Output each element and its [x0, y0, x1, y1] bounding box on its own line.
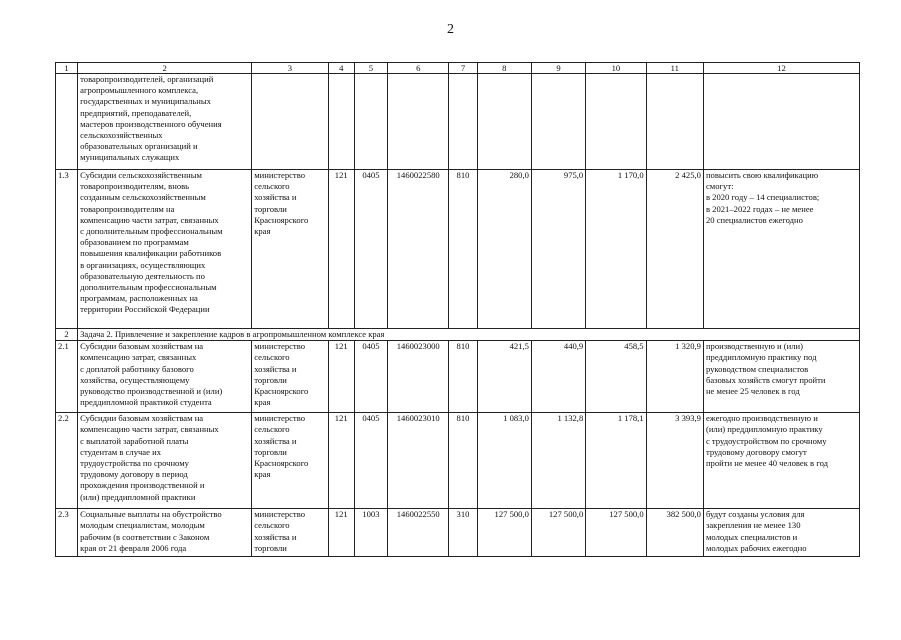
- cell-c10: 1 170,0: [586, 170, 646, 329]
- header-col-5: 5: [354, 63, 387, 74]
- cell-org: [252, 74, 328, 170]
- cell-result: повысить свою квалификацию смогут: в 2020 году – 14 специалистов; в 2021–2022 годах – не менее 20 специалистов ежегодно: [703, 170, 859, 329]
- cell-name: Социальные выплаты на обустройство молодым специалистам, молодым рабочим (в соответствии с Законом края от 21 февраля 2006 года: [78, 509, 252, 557]
- header-col-6: 6: [388, 63, 449, 74]
- cell-org: министерство сельского хозяйства и торговли Красноярского края: [252, 341, 328, 413]
- cell-c6: 1460022550: [388, 509, 449, 557]
- header-col-11: 11: [646, 63, 703, 74]
- cell-num: 2.2: [56, 413, 78, 509]
- cell-c11: 3 393,9: [646, 413, 703, 509]
- cell-c7: [449, 74, 477, 170]
- cell-c8: [477, 74, 531, 170]
- cell-c11: 1 320,9: [646, 341, 703, 413]
- cell-c4: [328, 74, 354, 170]
- cell-c7: 310: [449, 509, 477, 557]
- table-row-2-2: [56, 413, 860, 509]
- cell-c8: 280,0: [477, 170, 531, 329]
- cell-c5: 0405: [354, 170, 387, 329]
- cell-num: 1.3: [56, 170, 78, 329]
- cell-c9: 440,9: [531, 341, 585, 413]
- cell-name: Субсидии сельскохозяйственным товаропроизводителям, вновь созданным сельскохозяйственным товаропроизводителям на компенсацию части затрат, связанных с дополнительным профессиональным образованием по программам повышения квалификации работников в организациях, осуществляющих образовательную деятельность по дополнительным профессиональным программам, расположенных на территории Российской Федерации: [78, 170, 252, 329]
- cell-c4: 121: [328, 413, 354, 509]
- cell-c11: 2 425,0: [646, 170, 703, 329]
- cell-c10: [586, 74, 646, 170]
- header-col-8: 8: [477, 63, 531, 74]
- cell-c8: 127 500,0: [477, 509, 531, 557]
- cell-c9: [531, 74, 585, 170]
- cell-c6: 1460023010: [388, 413, 449, 509]
- cell-c7: 810: [449, 341, 477, 413]
- cell-c9: 975,0: [531, 170, 585, 329]
- header-col-10: 10: [586, 63, 646, 74]
- cell-num: [56, 74, 78, 170]
- cell-c5: 0405: [354, 341, 387, 413]
- cell-result: будут созданы условия для закрепления не менее 130 молодых специалистов и молодых рабочих ежегодно: [703, 509, 859, 557]
- cell-name: Субсидии базовым хозяйствам на компенсацию части затрат, связанных с выплатой заработной платы студентам в случае их трудоустройства по срочному трудовому договору в период прохождения производственной и (или) преддипломной практики: [78, 413, 252, 509]
- table-row-2-3: [56, 509, 860, 557]
- cell-c4: 121: [328, 341, 354, 413]
- cell-result: производственную и (или) преддипломную практику под руководством специалистов базовых хозяйств смогут пройти не менее 25 человек в год: [703, 341, 859, 413]
- cell-c5: [354, 74, 387, 170]
- cell-c4: 121: [328, 170, 354, 329]
- column-number-header-row: [56, 63, 860, 74]
- header-col-1: 1: [56, 63, 78, 74]
- cell-num: 2: [56, 329, 78, 341]
- cell-c5: 0405: [354, 413, 387, 509]
- header-col-9: 9: [531, 63, 585, 74]
- cell-c9: 127 500,0: [531, 509, 585, 557]
- cell-c5: 1003: [354, 509, 387, 557]
- cell-c11: [646, 74, 703, 170]
- cell-c11: 382 500,0: [646, 509, 703, 557]
- cell-c10: 1 178,1: [586, 413, 646, 509]
- cell-num: 2.1: [56, 341, 78, 413]
- program-measures-table: [55, 62, 860, 557]
- cell-num: 2.3: [56, 509, 78, 557]
- cell-c7: 810: [449, 170, 477, 329]
- task-heading: Задача 2. Привлечение и закрепление кадров в агропромышленном комплексе края: [78, 329, 860, 341]
- header-col-4: 4: [328, 63, 354, 74]
- cell-name: товаропроизводителей, организаций агропромышленного комплекса, государственных и муниципальных предприятий, преподавателей, мастеров производственного обучения сельскохозяйственных образовательных организаций и муниципальных служащих: [78, 74, 252, 170]
- cell-c6: 1460023000: [388, 341, 449, 413]
- cell-result: ежегодно производственную и (или) преддипломную практику с трудоустройством по срочному трудовому договору смогут пройти не менее 40 человек в год: [703, 413, 859, 509]
- page-number: 2: [447, 22, 454, 37]
- table-row-task-2: [56, 329, 860, 341]
- cell-c4: 121: [328, 509, 354, 557]
- header-col-7: 7: [449, 63, 477, 74]
- cell-name: Субсидии базовым хозяйствам на компенсацию затрат, связанных с доплатой работнику базового хозяйства, осуществляющему руководство производственной и (или) преддипломной практикой студента: [78, 341, 252, 413]
- table-row-2-1: [56, 341, 860, 413]
- cell-c8: 421,5: [477, 341, 531, 413]
- cell-org: министерство сельского хозяйства и торговли Красноярского края: [252, 413, 328, 509]
- table-row-continued: [56, 74, 860, 170]
- cell-c10: 458,5: [586, 341, 646, 413]
- cell-c8: 1 083,0: [477, 413, 531, 509]
- cell-result: [703, 74, 859, 170]
- cell-c6: 1460022580: [388, 170, 449, 329]
- cell-org: министерство сельского хозяйства и торговли Красноярского края: [252, 170, 328, 329]
- header-col-12: 12: [703, 63, 859, 74]
- header-col-3: 3: [252, 63, 328, 74]
- cell-c10: 127 500,0: [586, 509, 646, 557]
- cell-c7: 810: [449, 413, 477, 509]
- header-col-2: 2: [78, 63, 252, 74]
- cell-c9: 1 132,8: [531, 413, 585, 509]
- cell-c6: [388, 74, 449, 170]
- table-row-1-3: [56, 170, 860, 329]
- cell-org: министерство сельского хозяйства и торговли: [252, 509, 328, 557]
